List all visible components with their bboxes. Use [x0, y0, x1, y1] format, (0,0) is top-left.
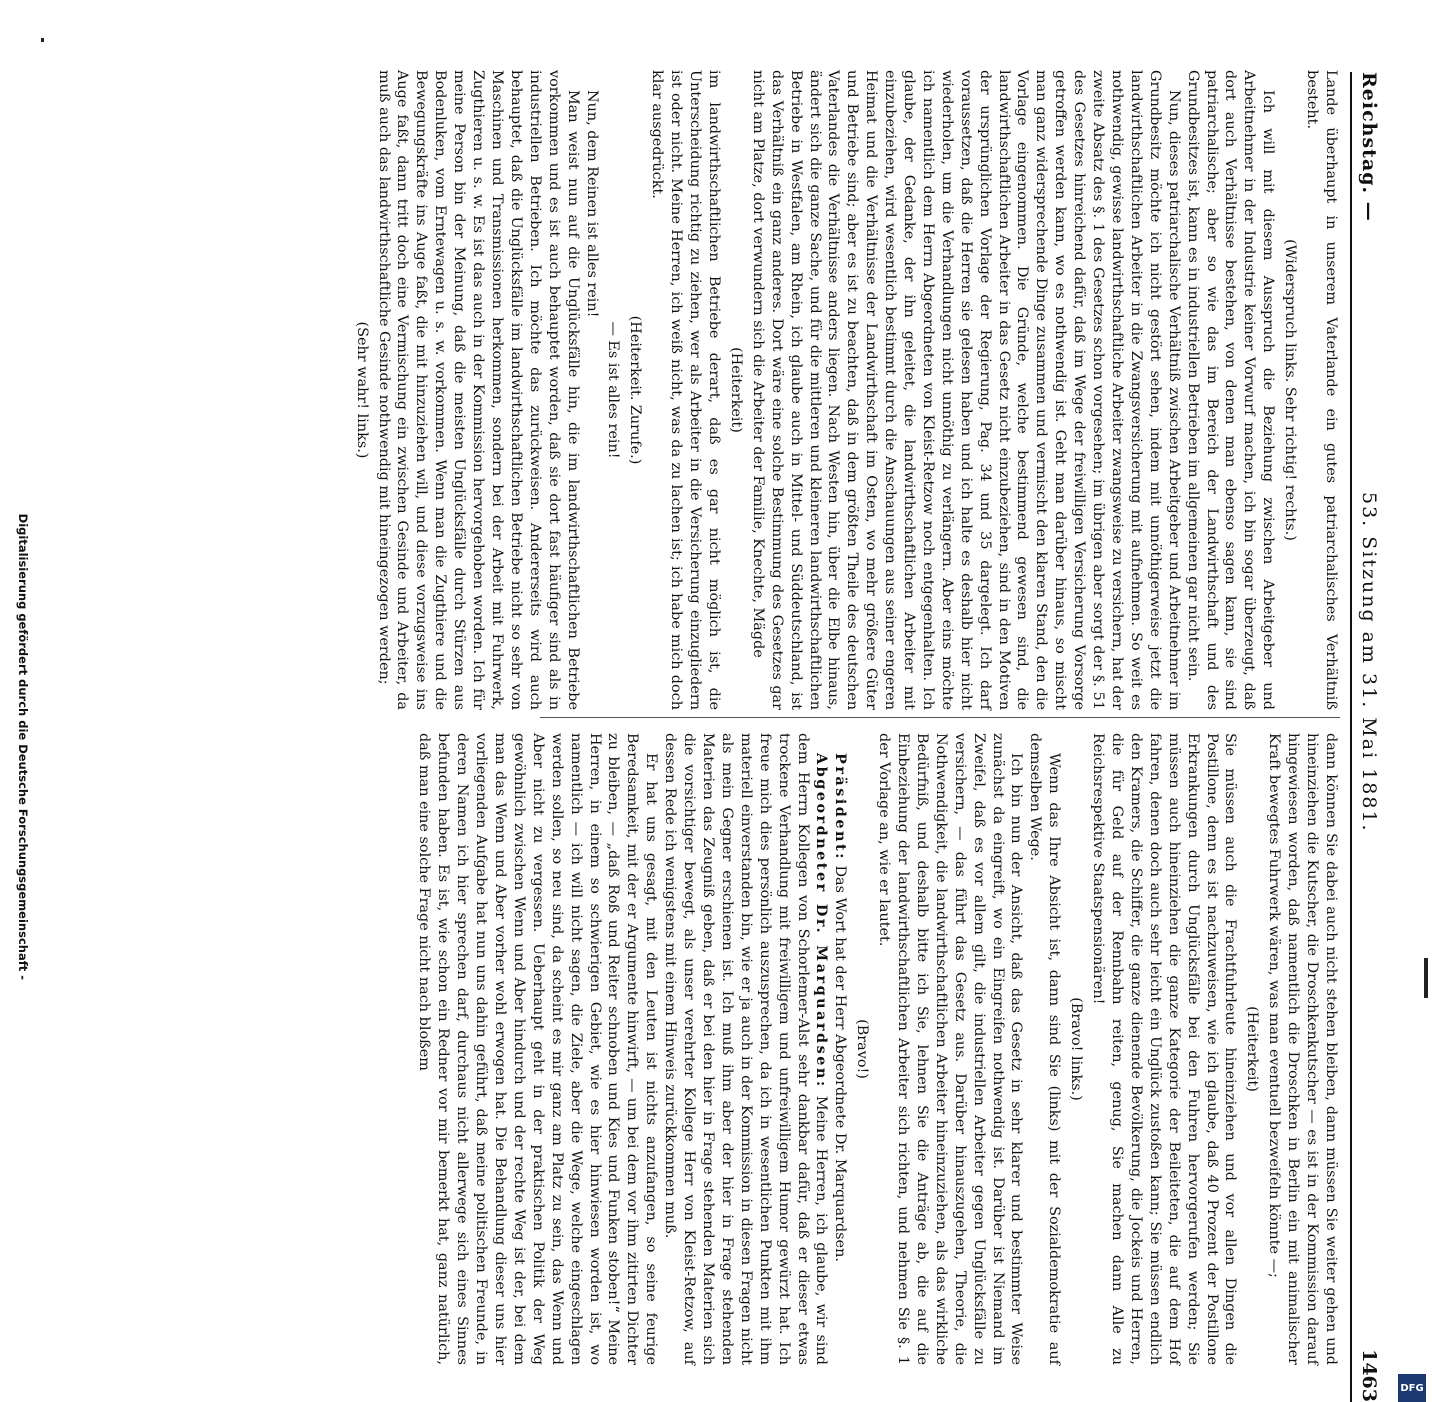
paragraph — [660, 733, 830, 1365]
scan-speck — [41, 38, 44, 42]
paragraph: Wenn das Ihre Absicht ist, dann sind Sie (links) mit der Sozialdemokratie auf demselben Wege. — [1027, 733, 1063, 1365]
column-divider — [540, 717, 1340, 718]
speech-reaction: (Heiterkeit) — [727, 347, 744, 433]
speech-reaction: (Heiterkeit. Zurufe.) — [627, 315, 644, 465]
speech-reaction: — Es ist alles rein! — [605, 321, 622, 459]
left-column — [353, 70, 1340, 710]
digitization-note: Digitalisierung gefördert durch die Deutsche Forschungsgemeinschaft - — [16, 513, 30, 980]
paragraph: Ich will mit diesem Ausspruch die Beziehung zwischen Arbeitgeber und Arbeitnehmer in der Industrie keiner Vorwurf machen, ich bin sogar überzeugt, daß dort auch Verhältnisse bestehen, von denen man ebenso sagen kann, sie sind patriarchalische; aber so wie das im Bereich der Landwirthschaft und des Grundbesitzes ist, kann es in industriellen Betrieben im allgemeinen gar nicht sein. — [1184, 70, 1277, 710]
paragraph: dann können Sie dabei auch nicht stehen bleiben, dann müssen Sie weiter gehen und hineinziehen die Kutscher, die Droschkenkutscher — es ist in der Kommission darauf hingewiesen worden, daß namentlich die Droschken in Berlin ein mit animalischer Kraft bewegtes Fuhrwerk wären, was man eventuell bezweifeln könnte —; — [1266, 733, 1339, 1365]
paragraph: Man weist nun auf die Unglücksfälle hin, die im landwirthschaftlichen Betriebe vorkommen und es ist auch behauptet worden, daß sie dort fast häufiger sind als in industriellen Betrieben. Ich möchte das zurückweisen. Andererseits wird auch behauptet, daß die Unglücksfälle im landwirthschaftlichen Betriebe nicht so sehr von Maschinen und Transmissionen herkommen, sondern bei der Arbeit mit Fuhrwerk, Zugthieren u. s. w. Es ist das auch in der Kommission hervorgehoben worden. Ich für meine Person bin der Meinung, daß die meisten Unglücksfälle durch Stürzen aus Bodenluken, vom Erntewagen u. s. w. vorkommen. Wenn man die Zugthiere und die Bewegungskräfte ins Auge faßt, die mit hinzuziehen will, und diese vorzugsweise ins Auge faßt, dann tritt doch eine Vermischung ein zwischen Gesinde und Arbeiter, da muß auch das landwirthschaftliche Gesinde nothwendig mit hineingezogen werden; — [375, 70, 581, 710]
header-rule — [1350, 72, 1352, 1402]
page-number: 1463 — [1358, 1349, 1380, 1402]
scan-edge-mark — [1424, 958, 1428, 998]
speech-reaction: (Heiterkeit) — [1244, 1006, 1261, 1092]
speech-reaction: (Bravo! links.) — [1068, 997, 1085, 1101]
paragraph: Ich bin nun der Ansicht, daß das Gesetz in sehr klarer und bestimmter Weise zunächst da eingreift, wo ein Eingreifen nothwendig ist. Darüber ist Niemand im Zweifel, daß es vor allem gilt, die industriellen Arbeiter gegen Unglücksfälle zu versichern, — das führt das Gesetz aus. Darüber hinauszugehen, Theorie, die Nothwendigkeit, die landwirthschaftlichen Arbeiter hineinzuziehen, als das wirkliche Bedürfniß, und deshalb bitte ich Sie, lehnen Sie die Anträge ab, die auf die Einbeziehung der landwirthschaftlichen Arbeiter sich richten, und nehmen Sie §. 1 der Vorlage an, wie er lautet. — [876, 733, 1025, 1365]
dfg-logo-badge: DFG — [1398, 1374, 1426, 1402]
speech-reaction: (Widerspruch links. Sehr richtig! rechts.) — [1282, 239, 1299, 541]
header-left: Reichstag. — — [1358, 72, 1380, 222]
speaker-name: Abgeordneter Dr. Marquardsen: — [813, 753, 831, 1089]
paragraph: Nun, dem Reinen ist alles rein! — [583, 90, 600, 318]
paragraph-text: Meine Herren, ich glaube, wir sind dem Herrn Kollegen von Schorlemer-Alst sehr dankbar dafür, daß er dieser etwas trockene Verhandlung mit freiwilligem und unfreiwilligem Humor gewürzt hat. Ich freue mich dies persönlich auszusprechen, da ich in wesentlichen Punkten mit ihm materiell einverstanden bin, wie er ja auch in der Kommission in diesen Fragen nicht als mein Gegner erschienen ist. Ich muß ihm aber der hier in Frage stehenden Materien das Zeugniß geben, daß er bei den hier in Frage stehenden Materien sich die vorsichtiger bewegt, als unser verehrter Kollege Herr von Kleist-Retzow, auf dessen Rede ich wenigstens mit einem Hinweis zurückkommen muß. — [662, 733, 830, 1365]
paragraph: Sie müssen auch die Frachtfuhrleute hineinziehen und vor allen Dingen die Postillone, denn es ist nachzuweisen, wie ich glaube, daß 40 Prozent der Postillone Erkrankungen durch Unglücksfälle bei den Fuhren hervorgerufen werden; Sie müssen auch hineinziehen die ganze Kategorie der Beileiteten, die auf dem Hof fahren, denen doch auch sehr leicht ein Unglück zustoßen kann; Sie müssen endlich den Kramers, die Schiffer, die ganze dienende Bevölkerung, die Jockeis und Herren, die für Geld auf der Rennbahn reiten, genug, Sie machen dann Alle zu Reichsrespektive Staatspensionären! — [1090, 733, 1239, 1365]
page-header — [1350, 72, 1386, 1402]
paragraph: Nun, dieses patriarchalische Verhältniß zwischen Arbeitgeber und Arbeitnehmer im Grundbesitz möchte ich nicht gestört sehen, indem mit unnöthigerweise jetzt die landwirthschaftlichen Arbeiter in die Zwangsversicherung mit aufnehmen. So weit es nothwendig, gewisse landwirthschaftliche Arbeiter zwangsweise zu versichern, hat der zweite Absatz des §. 1 des Gesetzes schon vorgesehen; im übrigen aber sorgt der §. 51 des Gesetzes hinreichend dafür, daß im Wege der freiwilligen Versicherung Vorsorge getroffen werden kann, wo es nothwendig ist. Geht man darüber hinaus, so mischt man ganz widersprechende Dinge zusammen und vermischt den klaren Stand, den die Vorlage eingenommen. Die Gründe, welche bestimmend gewesen sind, die landwirthschaftlichen Arbeiter in das Gesetz nicht einzubeziehen, sind in den Motiven der ursprünglichen Vorlage der Regierung, Pag. 34 und 35 dargelegt. Ich darf voraussetzen, daß die Herren sie gelesen haben und ich halte es deshalb hier nicht wiederholen, um die Verhandlungen nicht unnöthig zu verlängern. Aber eins möchte ich namentlich dem Herrn Abgeordneten von Kleist-Retzow noch entgegenhalten. Ich glaube, der Gedanke, der ihn geleitet, die landwirthschaftlichen Arbeiter mit einzubeziehen, wird wesentlich bestimmt durch die Anschauungen aus seiner engeren Heimat und die Verhältnisse der Landwirthschaft im Osten, wo mehr größere Güter und Betriebe sind; aber es ist zu beachten, daß in dem größten Theile des deutschen Vaterlandes die Verhältnisse anders liegen. Nach Westen hin, über die Elbe hinaus, ändert sich die ganze Sache, und für die mittleren und kleineren landwirthschaftlichen Betriebe in Westfalen, am Rhein, ich glaube auch in Mittel- und Süddeutschland, ist das Verhältniß ein ganz anderes. Dort wäre eine solche Bestimmung des Gesetzes gar nicht am Platze, dort verwundern sich die Arbeiter der Familie, Knechte, Mägde — [749, 70, 1182, 710]
right-column — [416, 733, 1340, 1365]
paragraph: im landwirthschaftlichen Betriebe derart, daß es gar nicht möglich ist, die Unterscheidung richtig zu ziehen, wer als Arbeiter in die Versicherung einzugliedern ist oder nicht. Meine Herren, ich weiß nicht, was da zu lachen ist; ich habe mich doch klar ausgedrückt. — [649, 70, 722, 710]
paragraph: Er hat uns gesagt, mit den Leuten ist nichts anzufangen, so seine feurige Beredsamkeit, mit der er Argumente hinwirft, — um bei dem vor ihm zitirten Dichter zu bleiben, — „daß Roß und Reiter schnoben und Kies und Funken stoben!“ Meine Herren, in einem so schwierigen Gebiet, wie es hier hinwiesen worden ist, wo namentlich — ich will nicht sagen, die Ziele, aber die Wege, welche eingeschlagen werden sollen, so neu sind, da scheint es mir ganz am Platz zu sein, das Wenn und Aber nicht zu vergessen. Ueberhaupt geht in der praktischen Politik der Weg gewöhnlich zwischen Wenn und Aber hindurch und der rechte Weg ist der, bei dem man das Wenn und Aber vorher wohl erwogen hat. Die Behandlung dieser uns hier vorliegenden Aufgabe hat nun uns dahin geführt, daß meine politischen Freunde, in deren Namen ich hier sprechen darf, durchaus nicht allerwege sich eines Sinnes befunden haben. Es ist, wie schon ein Redner vor mir bemerkt hat, ganz natürlich, daß man eine solche Frage nicht nach bloßem — [416, 733, 660, 1365]
speech-reaction: (Bravo!) — [854, 1019, 871, 1079]
paragraph — [830, 733, 849, 1365]
paragraph: Lande überhaupt in unserem Vaterlande ein gutes patriarchalisches Verhältniß besteht. — [1304, 70, 1339, 710]
speaker-name: Präsident: — [832, 753, 850, 861]
paragraph-text: Das Wort hat der Herr Abgeordnete Dr. Marquardsen. — [832, 860, 849, 1262]
speech-reaction: (Sehr wahr! links.) — [353, 321, 370, 459]
header-session-date: 53. Sitzung am 31. Mai 1881. — [1358, 492, 1380, 833]
